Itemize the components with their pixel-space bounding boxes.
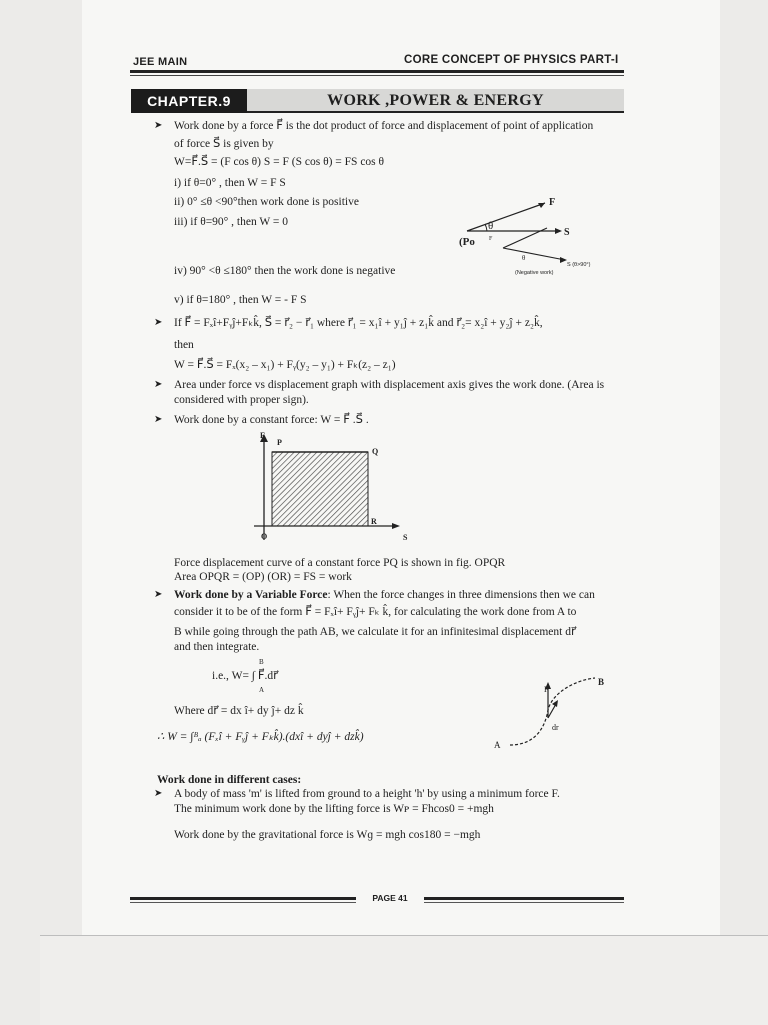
text-line: ➤ Work done by a force F⃗ is the dot product of force and displacement of point of application	[174, 119, 593, 133]
footer-rule-left	[130, 897, 356, 900]
force-displacement-graph	[250, 428, 410, 550]
label-negative-work: (Negative work)	[515, 270, 554, 276]
displacement-line-lower	[503, 248, 565, 260]
label-dr: dr	[552, 723, 559, 732]
text-line: iv) 90° <θ ≤180° then the work done is negative	[174, 265, 396, 277]
chapter-title: WORK ,POWER & ENERGY	[327, 92, 544, 109]
arrowhead	[555, 228, 562, 234]
label-s-lower: S (θ>90°)	[567, 262, 591, 268]
text-line: W=F⃗.S⃗ = (F cos θ) S = F (S cos θ) = FS cos θ	[174, 156, 385, 168]
header-left: JEE MAIN	[133, 56, 188, 68]
text-line: Force displacement curve of a constant force PQ is shown in fig. OPQR	[174, 557, 506, 569]
label-theta-lower: θ	[522, 254, 526, 262]
label-o: O	[261, 532, 268, 541]
label-s: S	[564, 227, 570, 238]
text-line: considered with proper sign).	[174, 394, 309, 406]
text-line: ➤ If F⃗ = Fₓî+Fᵧĵ+Fₖk̂, S⃗ = r⃗₂ − r⃗₁ where r⃗₁ = x₁î + y₁ĵ + z₁k̂ and r⃗₂= x₂î + y₂ĵ + z₂k̂,	[174, 316, 543, 330]
text-line: ➤ Work done by a constant force: W = F⃗ .S⃗ .	[174, 413, 369, 427]
angle-arc	[485, 224, 487, 231]
work-area	[272, 452, 368, 526]
text-line: iii) if θ=90° , then W = 0	[174, 216, 289, 228]
text-line: ➤ Area under force vs displacement graph with displacement axis gives the work done. (Area is	[174, 378, 604, 392]
label-theta: θ	[488, 220, 494, 232]
integral-upper-limit: B	[259, 658, 264, 666]
label-s: S	[403, 533, 408, 542]
arrowhead	[392, 523, 400, 529]
integral-lower-limit: A	[259, 686, 265, 694]
label-q: Q	[372, 447, 379, 456]
label-f: F	[260, 431, 265, 440]
label-po: (Po	[459, 236, 475, 248]
text-line: i) if θ=0° , then W = F S	[174, 177, 286, 189]
text-line: and then integrate.	[174, 641, 260, 653]
scanner-background	[40, 935, 768, 1025]
label-a: A	[494, 740, 501, 750]
chapter-label: CHAPTER.9	[131, 89, 247, 113]
force-arrow-upper	[467, 203, 545, 231]
text-run: : When the force changes in three dimensions then we can	[327, 589, 595, 601]
text-line: v) if θ=180° , then W = - F S	[174, 294, 307, 306]
text-line: Area OPQR = (OP) (OR) = FS = work	[174, 571, 352, 583]
text-line	[174, 588, 595, 602]
section-heading: Work done in different cases:	[157, 774, 302, 786]
path-ab	[510, 678, 595, 745]
footer-rule-left-thin	[130, 902, 356, 903]
header-rule-thin	[130, 75, 624, 76]
label-p: P	[277, 438, 282, 447]
label-r: R	[371, 517, 377, 526]
label-f: F	[544, 685, 549, 694]
angle-figure	[455, 194, 591, 284]
label-po-small: F	[489, 236, 493, 242]
page-number: PAGE 41	[372, 893, 408, 903]
text-line: ➤ A body of mass 'm' is lifted from ground to a height 'h' by using a minimum force F.	[174, 787, 560, 801]
text-line: ∴ W = ∫ᴮₐ (Fₓî + Fᵧĵ + Fₖk̂).(dxî + dyĵ + dzk̂)	[157, 731, 364, 743]
footer-rule-right	[424, 897, 624, 900]
text-line: ii) 0° ≤θ <90°then work done is positive	[174, 196, 359, 208]
footer-rule-right-thin	[424, 902, 624, 903]
text-line: then	[174, 339, 194, 351]
header-rule	[130, 70, 624, 73]
text-line: of force S⃗ is given by	[174, 138, 274, 150]
path-figure	[490, 668, 620, 752]
label-b: B	[598, 677, 605, 687]
text-line: B while going through the path AB, we calculate it for an infinitesimal displacement dr⃗	[174, 626, 576, 638]
text-line: Work done by the gravitational force is Wɡ = mgh cos180 = −mgh	[174, 829, 481, 841]
text-line: Where dr⃗ = dx î+ dy ĵ+ dz k̂	[174, 705, 304, 717]
bold-heading: Work done by a Variable Force	[174, 589, 328, 601]
text-line: consider it to be of the form F⃗ = Fₓî+ Fᵧĵ+ Fₖ k̂, for calculating the work done from A to	[174, 606, 577, 618]
arrowhead	[560, 257, 567, 263]
label-f: F	[549, 197, 556, 208]
text-line: i.e., W= ∫ F⃗.dr⃗	[212, 670, 278, 682]
header-right: CORE CONCEPT OF PHYSICS PART-I	[404, 54, 619, 66]
text-line: The minimum work done by the lifting force is Wᴘ = Fhcos0 = +mgh	[174, 803, 494, 815]
text-line: W = F⃗.S⃗ = Fₓ(x₂ – x₁) + Fᵧ(y₂ – y₁) + Fₖ(z₂ – z₁)	[174, 359, 396, 371]
